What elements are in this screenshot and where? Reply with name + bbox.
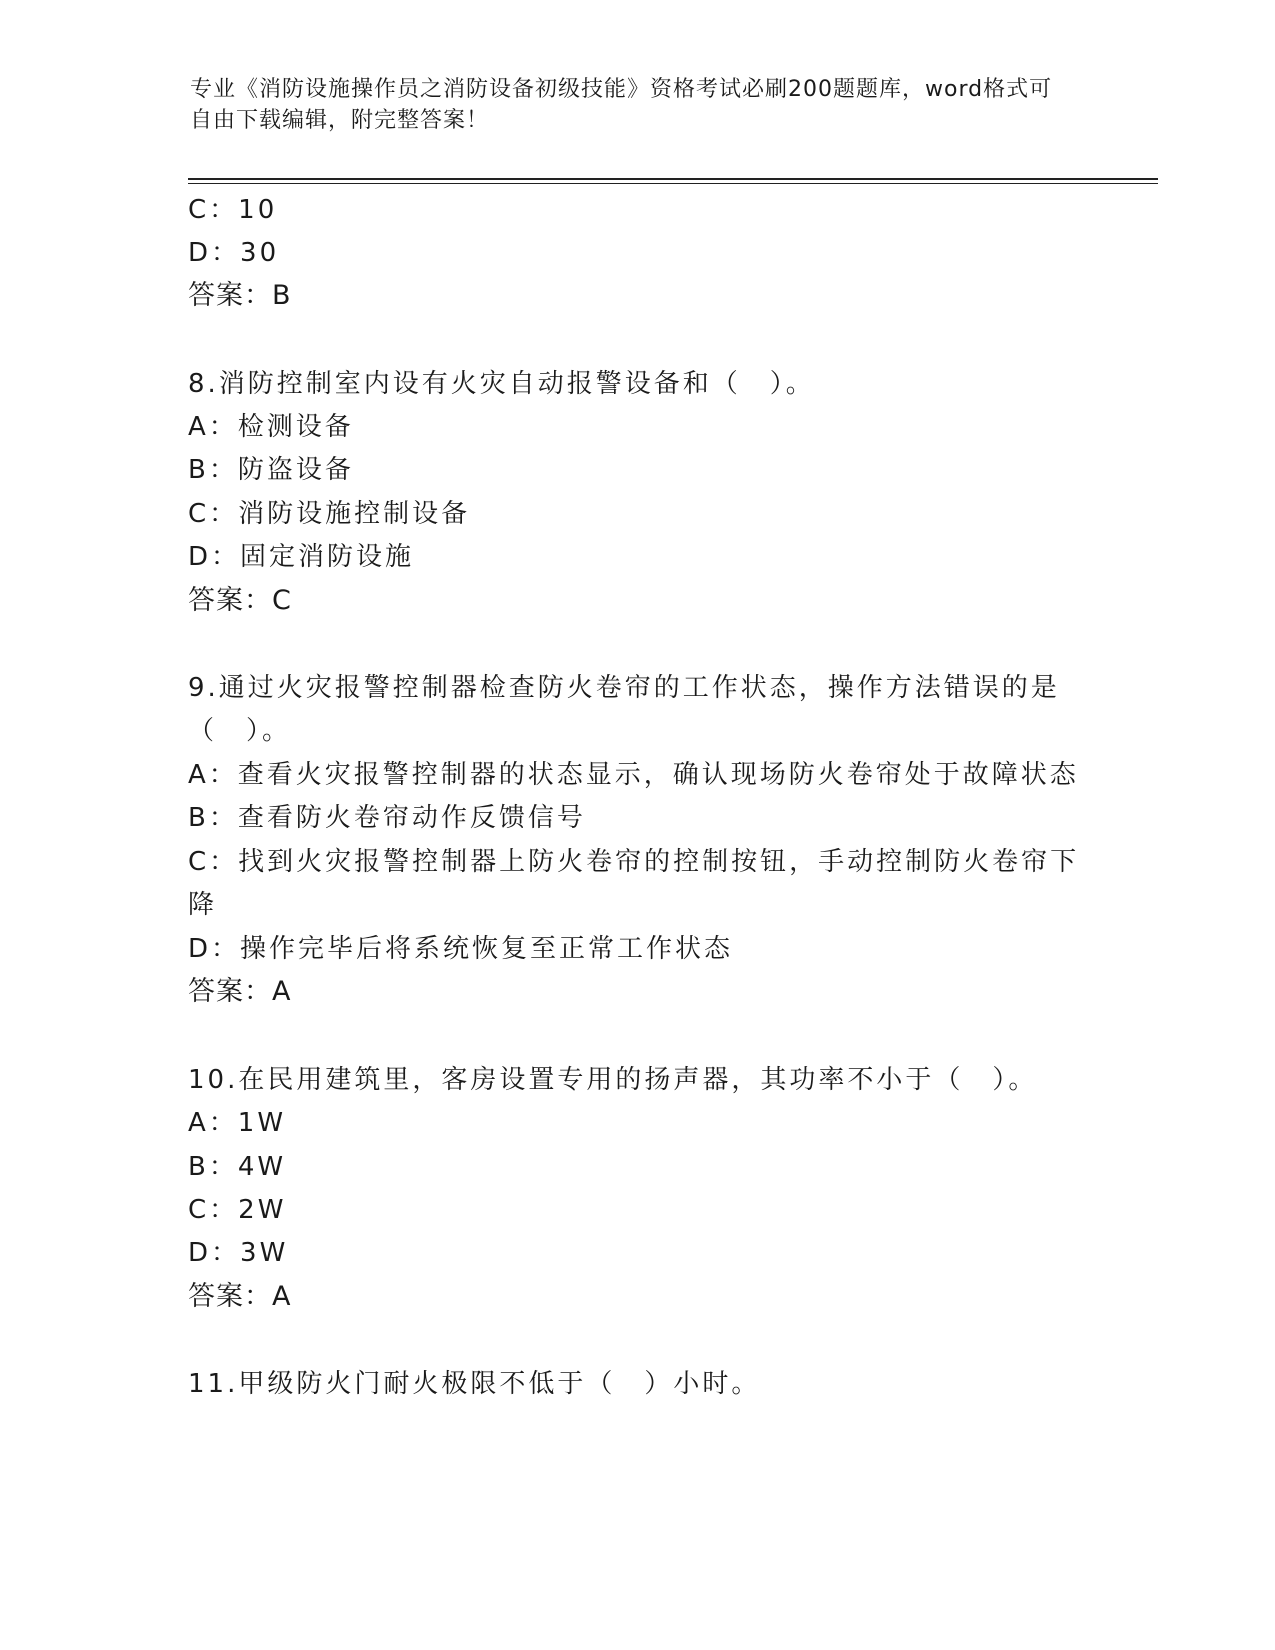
q10-option-b: B：4W: [188, 1152, 287, 1182]
q9-option-b: B：查看防火卷帘动作反馈信号: [188, 803, 586, 833]
q9-option-d: D：操作完毕后将系统恢复至正常工作状态: [188, 934, 734, 964]
q9-option-c: C：找到火灾报警控制器上防火卷帘的控制按钮，手动控制防火卷帘下: [188, 847, 1080, 877]
document-header: 专业《消防设施操作员之消防设备初级技能》资格考试必刷200题题库，word格式可自由下载编辑，附完整答案！: [190, 77, 1053, 133]
q9-stem-line2: （ ）。: [188, 716, 292, 746]
q9-stem-line1: 9.通过火灾报警控制器检查防火卷帘的工作状态，操作方法错误的是: [188, 673, 1060, 703]
q10-answer: 答案：A: [188, 1281, 292, 1312]
q9-option-c-continued: 降: [188, 890, 218, 920]
header-divider-thin: [188, 183, 1158, 184]
q8-option-a: A：检测设备: [188, 412, 354, 442]
q9-option-a: A：查看火灾报警控制器的状态显示，确认现场防火卷帘处于故障状态: [188, 760, 1079, 790]
q7-option-d: D：30: [188, 238, 280, 268]
q8-option-b: B：防盗设备: [188, 455, 354, 485]
q8-answer: 答案：C: [188, 585, 292, 616]
q10-option-a: A：1W: [188, 1108, 287, 1138]
q10-option-c: C：2W: [188, 1195, 287, 1225]
q7-answer: 答案：B: [188, 280, 292, 311]
q7-option-c: C：10: [188, 195, 278, 225]
q8-option-d: D：固定消防设施: [188, 542, 415, 572]
q8-stem: 8.消防控制室内设有火灾自动报警设备和（ ）。: [188, 369, 815, 399]
q11-stem: 11.甲级防火门耐火极限不低于（ ）小时。: [188, 1369, 761, 1399]
q10-option-d: D：3W: [188, 1238, 289, 1268]
q9-answer: 答案：A: [188, 976, 292, 1007]
header-divider-thick: [188, 178, 1158, 180]
q8-option-c: C：消防设施控制设备: [188, 499, 471, 529]
q10-stem: 10.在民用建筑里，客房设置专用的扬声器，其功率不小于（ ）。: [188, 1065, 1038, 1095]
